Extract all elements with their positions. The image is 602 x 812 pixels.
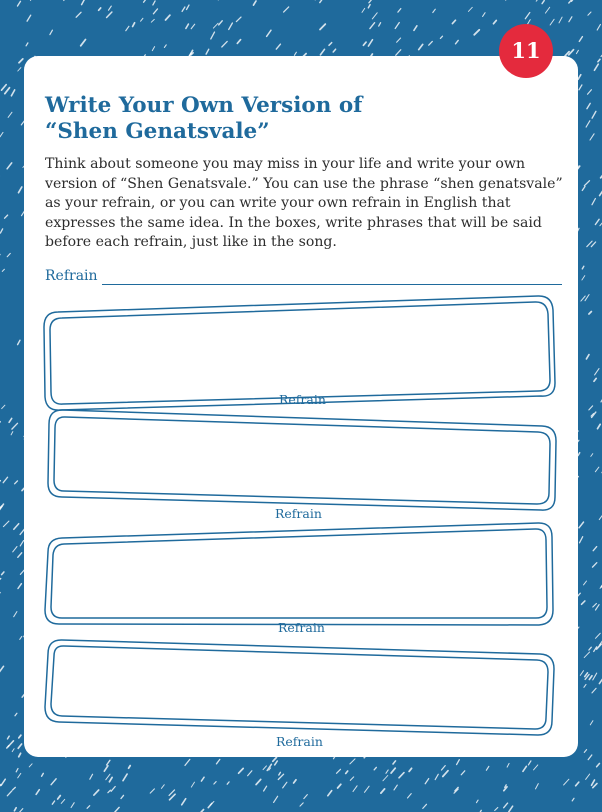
page-title-line-2: “Shen Genatsvale” [45, 119, 270, 144]
writing-box-3[interactable] [45, 523, 553, 625]
box-2-refrain-label: Refrain [275, 506, 322, 521]
box-3-refrain-label: Refrain [278, 620, 325, 635]
box-1-refrain-label: Refrain [279, 392, 326, 407]
box-4-refrain-label: Refrain [276, 734, 323, 749]
writing-box-4[interactable] [45, 640, 554, 735]
writing-box-2[interactable] [48, 410, 556, 510]
instructions-paragraph: Think about someone you may miss in your life and write your own version of “Shen Genatsvale.” You can use the phrase “shen genatsvale” as your refrain, or you can write your own refrain in English that expresses the same idea. In the boxes, write phrases that will be said before each refrain, just like in the song. [45, 156, 563, 250]
page-title-line-1: Write Your Own Version of [45, 93, 363, 118]
refrain-header-label: Refrain [45, 268, 98, 284]
page-number-badge: 11 [499, 24, 553, 78]
